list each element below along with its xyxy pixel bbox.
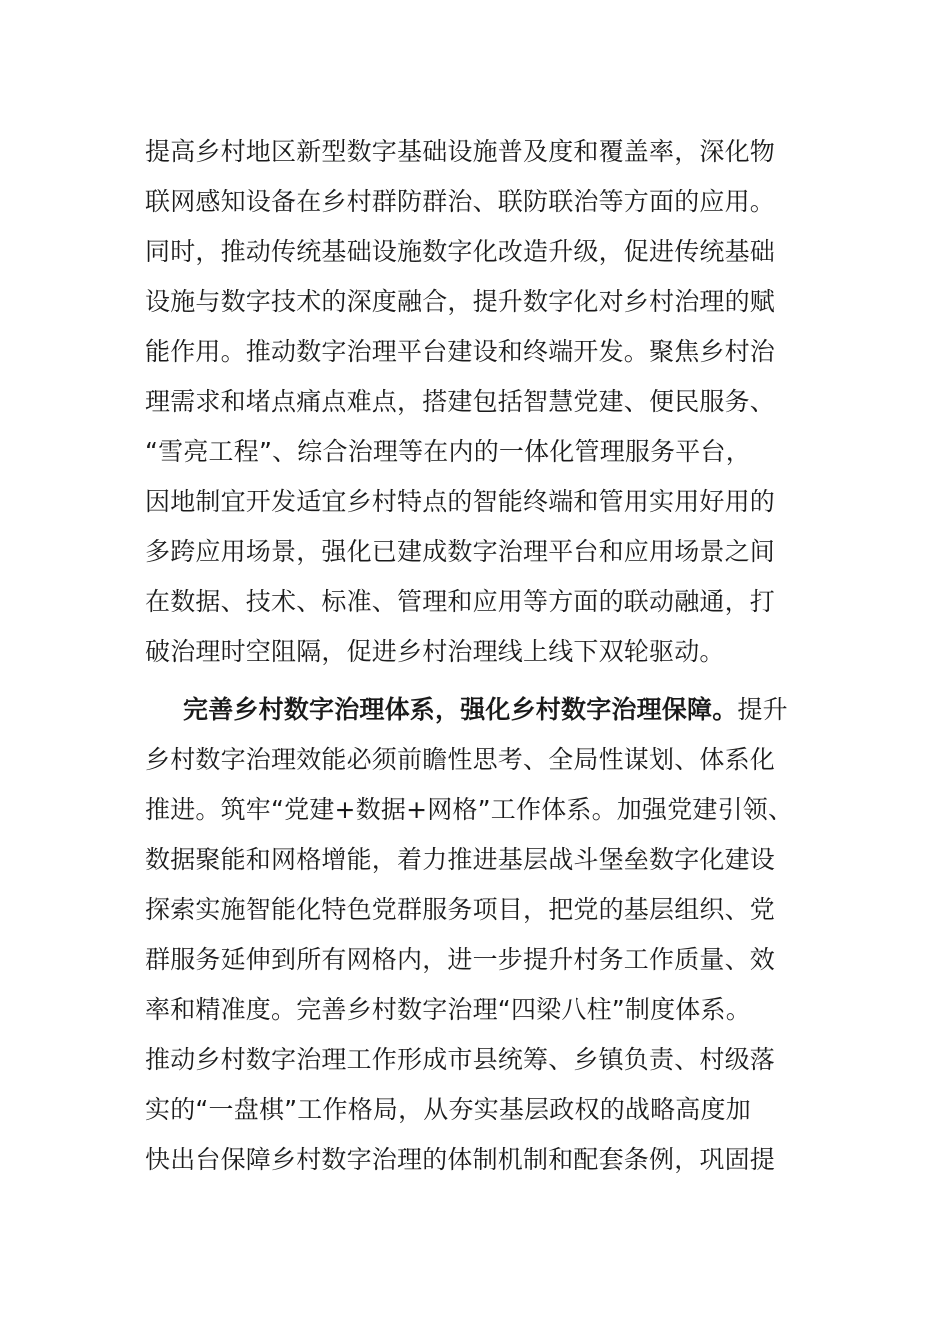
paragraph-line: 因地制宜开发适宜乡村特点的智能终端和管用实用好用的	[145, 487, 776, 516]
paragraph-line: 推动乡村数字治理工作形成市县统筹、乡镇负责、村级落	[145, 1045, 776, 1074]
paragraph-line: 能作用。推动数字治理平台建设和终端开发。聚焦乡村治	[145, 337, 776, 366]
paragraph-governance-system	[145, 685, 835, 1185]
paragraph-line: 推进。筑牢“党建+数据+网格”工作体系。加强党建引领、	[145, 795, 794, 824]
paragraph-line: 提高乡村地区新型数字基础设施普及度和覆盖率，深化物	[145, 137, 776, 166]
paragraph-line: 在数据、技术、标准、管理和应用等方面的联动融通，打	[145, 587, 776, 616]
paragraph-line: 设施与数字技术的深度融合，提升数字化对乡村治理的赋	[145, 287, 776, 316]
paragraph-line: 率和精准度。完善乡村数字治理“四梁八柱”制度体系。	[145, 995, 751, 1024]
paragraph-line: 探索实施智能化特色党群服务项目，把党的基层组织、党	[145, 895, 776, 924]
paragraph-infrastructure	[145, 127, 835, 677]
paragraph-line: 理需求和堵点痛点难点，搭建包括智慧党建、便民服务、	[145, 387, 776, 416]
paragraph-line: 群服务延伸到所有网格内，进一步提升村务工作质量、效	[145, 945, 776, 974]
paragraph-heading-rest: 提升	[737, 695, 788, 724]
paragraph-line: 多跨应用场景，强化已建成数字治理平台和应用场景之间	[145, 537, 776, 566]
paragraph-line: 快出台保障乡村数字治理的体制机制和配套条例，巩固提	[145, 1145, 776, 1174]
paragraph-line: 同时，推动传统基础设施数字化改造升级，促进传统基础	[145, 237, 776, 266]
paragraph-line: 数据聚能和网格增能，着力推进基层战斗堡垒数字化建设	[145, 845, 776, 874]
paragraph-line: 乡村数字治理效能必须前瞻性思考、全局性谋划、体系化	[145, 745, 776, 774]
paragraph-line: 实的“一盘棋”工作格局，从夯实基层政权的战略高度加	[145, 1095, 751, 1124]
paragraph-line: “雪亮工程”、综合治理等在内的一体化管理服务平台，	[145, 437, 751, 466]
paragraph-line: 联网感知设备在乡村群防群治、联防联治等方面的应用。	[145, 187, 776, 216]
paragraph-line: 破治理时空阻隔，促进乡村治理线上线下双轮驱动。	[145, 637, 725, 666]
paragraph-first-line	[145, 685, 835, 735]
paragraph-heading: 完善乡村数字治理体系，强化乡村数字治理保障。	[183, 695, 738, 724]
